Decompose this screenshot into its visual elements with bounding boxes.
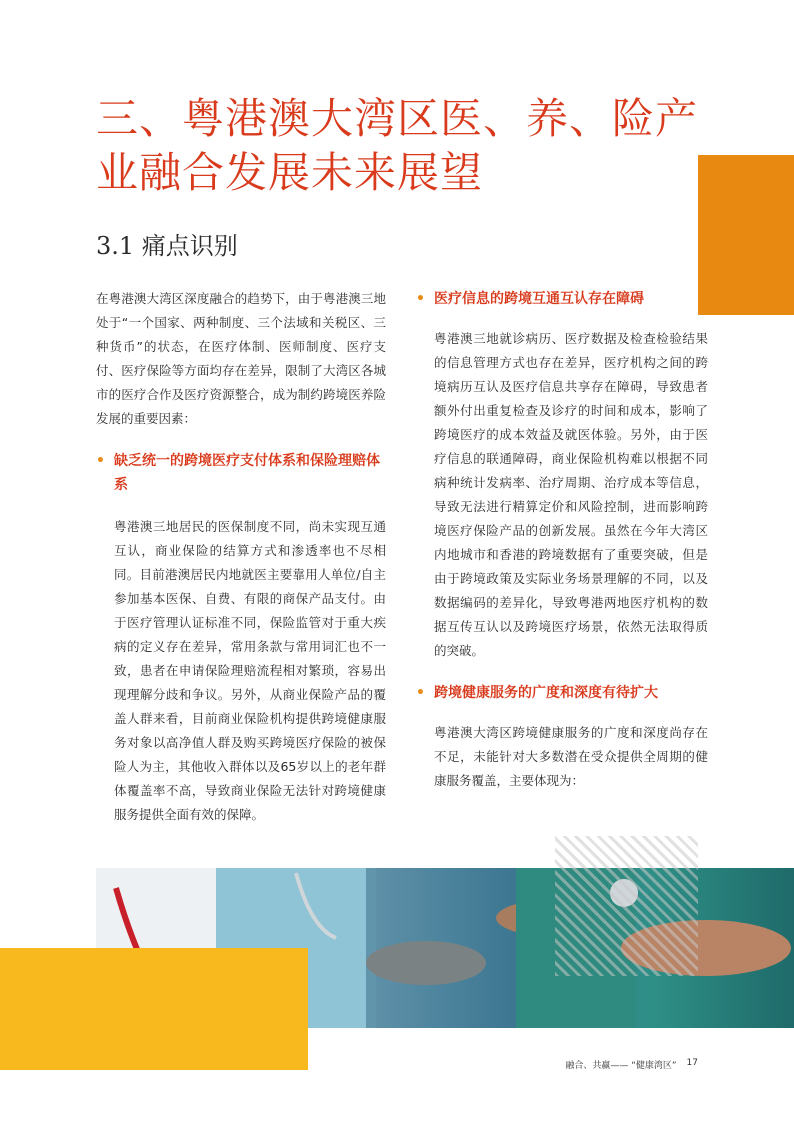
- section-heading-info: [416, 287, 708, 311]
- intro-paragraph: 在粤港澳大湾区深度融合的趋势下，由于粤港澳三地处于“一个国家、两种制度、三个法域和关税区、三种货币”的状态，在医疗体制、医师制度、医疗支付、医疗保险等方面均存在差异，限制了大湾区各城市的医疗合作及医疗资源整合，成为制约跨境医养险发展的重要因素：: [96, 291, 386, 426]
- section-body-service: 粤港澳大湾区跨境健康服务的广度和深度尚存在不足，未能针对大多数潜在受众提供全周期的健康服务覆盖，主要体现为：: [434, 725, 708, 788]
- right-column: [416, 287, 708, 793]
- section-body-info: 粤港澳三地就诊病历、医疗数据及检查检验结果的信息管理方式也存在差异，医疗机构之间的跨境病历互认及医疗信息共享存在障碍，导致患者额外付出重复检查及诊疗的时间和成本，影响了跨境医疗的成本效益及就医体验。另外，由于医疗信息的联通障碍，商业保险机构难以根据不同病种统计发病率、治疗周期、治疗成本等信息，导致无法进行精算定价和风险控制，进而影响跨境医疗保险产品的创新发展。虽然在今年大湾区内地城市和香港的跨境数据有了重要突破，但是由于跨境政策及实际业务场景理解的不同，以及数据编码的差异化，导致粤港两地医疗机构的数据互传互认以及跨境医疗场景，依然无法取得质的突破。: [434, 331, 708, 658]
- section-heading-text: 医疗信息的跨境互通互认存在障碍: [434, 291, 644, 307]
- page-footer: [565, 1058, 698, 1071]
- footer-text: 融合、共赢—— “健康湾区”: [565, 1061, 677, 1071]
- page-number: 17: [686, 1058, 698, 1068]
- left-column: [96, 287, 386, 827]
- page-title: 三、粤港澳大湾区医、养、险产业融合发展未来展望: [96, 94, 699, 197]
- bullet-icon: •: [96, 453, 105, 469]
- bullet-icon: •: [416, 685, 425, 701]
- section-body-payment: 粤港澳三地居民的医保制度不同，尚未实现互通互认，商业保险的结算方式和渗透率也不尽相同。目前港澳居民内地就医主要靠用人单位/自主参加基本医保、自费、有限的商保产品支付。由于医疗管理认证标准不同，保险监管对于重大疾病的定义存在差异，常用条款与常用词汇也不一致，患者在申请保险理赔流程相对繁琐，容易出现理解分歧和争议。另外，从商业保险产品的覆盖人群来看，目前商业保险机构提供跨境健康服务对象以高净值人群及购买跨境医疗保险的被保险人为主，其他收入群体以及65岁以上的老年群体覆盖率不高，导致商业保险无法针对跨境健康服务提供全面有效的保障。: [114, 519, 386, 822]
- bullet-icon: •: [416, 291, 425, 307]
- section-heading-text: 缺乏统一的跨境医疗支付体系和保险理赔体系: [114, 453, 380, 493]
- section-subtitle: 3.1 痛点识别: [96, 232, 238, 260]
- yellow-accent-block: [0, 948, 308, 1070]
- hatch-pattern: [555, 836, 698, 976]
- section-heading-payment: [96, 449, 386, 497]
- section-heading-service: [416, 681, 708, 705]
- section-heading-text: 跨境健康服务的广度和深度有待扩大: [434, 685, 658, 701]
